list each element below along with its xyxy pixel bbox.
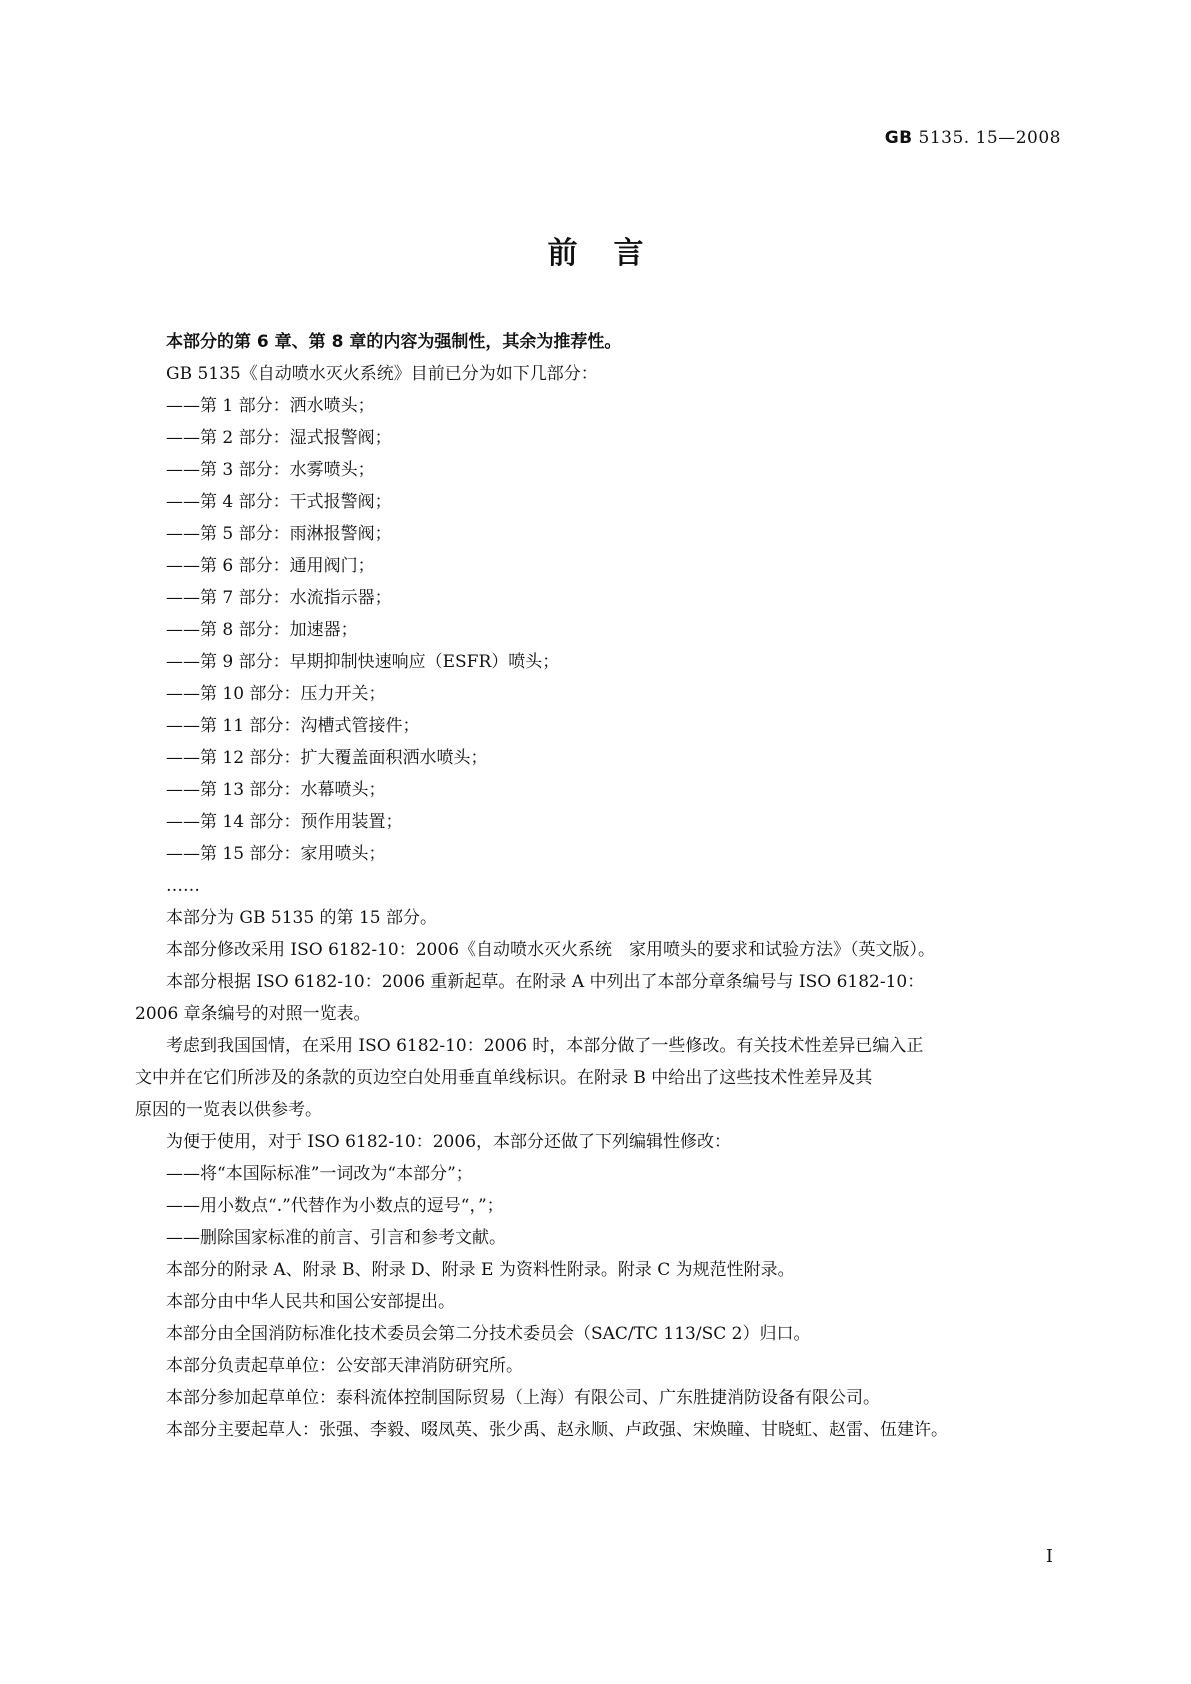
paragraph: 本部分根据 ISO 6182-10：2006 重新起草。在附录 A 中列出了本部分章条编号与 ISO 6182-10： <box>166 972 925 992</box>
part-list-item: ——第 5 部分：雨淋报警阀； <box>166 524 392 544</box>
ellipsis: …… <box>166 876 200 896</box>
part-list-item: ——第 9 部分：早期抑制快速响应（ESFR）喷头； <box>166 652 560 672</box>
foreword-body <box>135 326 1061 1446</box>
edit-list-item: ——删除国家标准的前言、引言和参考文献。 <box>166 1228 506 1248</box>
standard-prefix: GB <box>884 128 913 148</box>
mandatory-statement: 本部分的第 6 章、第 8 章的内容为强制性，其余为推荐性。 <box>166 332 622 352</box>
part-list-item: ——第 2 部分：湿式报警阀； <box>166 428 392 448</box>
part-list-item: ——第 8 部分：加速器； <box>166 620 358 640</box>
paragraph: 本部分由全国消防标准化技术委员会第二分技术委员会（SAC/TC 113/SC 2）归口。 <box>166 1324 811 1344</box>
part-list-item: ——第 3 部分：水雾喷头； <box>166 460 375 480</box>
part-list-item: ——第 12 部分：扩大覆盖面积洒水喷头； <box>166 748 488 768</box>
part-list-item: ——第 15 部分：家用喷头； <box>166 844 386 864</box>
part-list-item: ——第 7 部分：水流指示器； <box>166 588 392 608</box>
standard-number <box>885 128 1061 148</box>
part-list-item: ——第 14 部分：预作用装置； <box>166 812 403 832</box>
part-list-item: ——第 6 部分：通用阀门； <box>166 556 375 576</box>
paragraph: 本部分的附录 A、附录 B、附录 D、附录 E 为资料性附录。附录 C 为规范性附录。 <box>166 1260 795 1280</box>
paragraph-continuation: 2006 章条编号的对照一览表。 <box>135 1004 371 1024</box>
paragraph: 本部分为 GB 5135 的第 15 部分。 <box>166 908 437 928</box>
part-list-item: ——第 11 部分：沟槽式管接件； <box>166 716 420 736</box>
paragraph: 考虑到我国国情，在采用 ISO 6182-10：2006 时，本部分做了一些修改。有关技术性差异已编入正 <box>166 1036 924 1056</box>
paragraph: 本部分主要起草人：张强、李毅、啜凤英、张少禹、赵永顺、卢政强、宋焕瞳、甘晓虹、赵雷、伍建许。 <box>166 1420 948 1440</box>
page-title: 前言 <box>547 236 680 271</box>
edit-list-item: ——用小数点“.”代替作为小数点的逗号“，”； <box>166 1196 504 1216</box>
paragraph: 本部分由中华人民共和国公安部提出。 <box>166 1292 455 1312</box>
paragraph-continuation: 文中并在它们所涉及的条款的页边空白处用垂直单线标识。在附录 B 中给出了这些技术性差异及其 <box>135 1068 873 1088</box>
part-list-item: ——第 13 部分：水幕喷头； <box>166 780 386 800</box>
edit-list-item: ——将“本国际标准”一词改为“本部分”； <box>166 1164 473 1184</box>
series-intro: GB 5135《自动喷水灭火系统》目前已分为如下几部分： <box>166 364 598 384</box>
paragraph: 为便于使用，对于 ISO 6182-10：2006，本部分还做了下列编辑性修改： <box>166 1132 732 1152</box>
page-number: I <box>1045 1546 1053 1567</box>
part-list-item: ——第 4 部分：干式报警阀； <box>166 492 392 512</box>
paragraph: 本部分参加起草单位：泰科流体控制国际贸易（上海）有限公司、广东胜捷消防设备有限公司。 <box>166 1388 880 1408</box>
paragraph: 本部分负责起草单位：公安部天津消防研究所。 <box>166 1356 523 1376</box>
part-list-item: ——第 10 部分：压力开关； <box>166 684 386 704</box>
standard-code: 5135. 15—2008 <box>918 128 1061 148</box>
paragraph: 本部分修改采用 ISO 6182-10：2006《自动喷水灭火系统 家用喷头的要求和试验方法》（英文版）。 <box>166 940 936 960</box>
part-list-item: ——第 1 部分：洒水喷头； <box>166 396 375 416</box>
paragraph-continuation: 原因的一览表以供参考。 <box>135 1100 322 1120</box>
